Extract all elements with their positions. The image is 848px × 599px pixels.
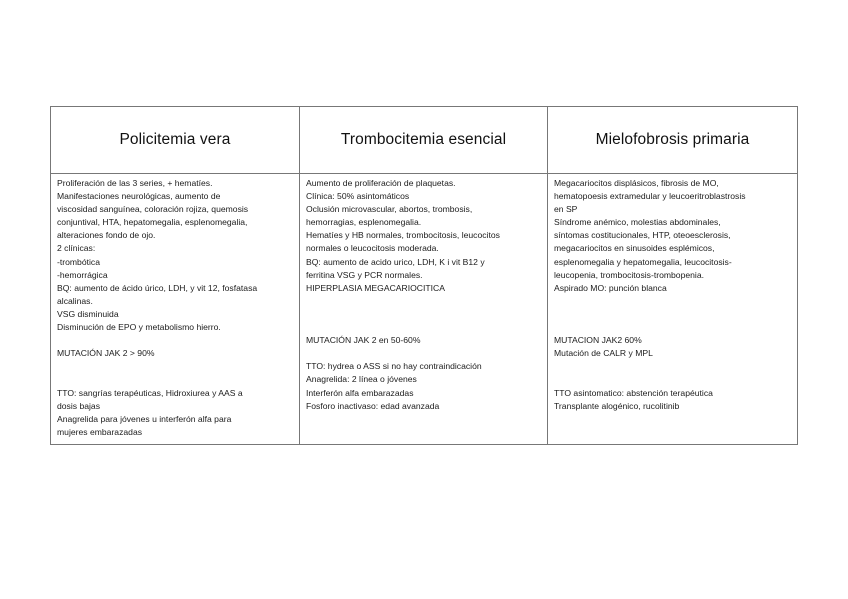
cell-text-line: Disminución de EPO y metabolismo hierro.: [57, 322, 221, 333]
cell-text-line: [57, 360, 293, 373]
cell-text-line: leucopenia, trombocitosis-trombopenia.: [554, 269, 704, 280]
cell-text-line: alteraciones fondo de ojo.: [57, 230, 156, 241]
column-body-mielofibrosis-primaria: [548, 174, 797, 444]
cell-text-line: 2 clínicas:: [57, 243, 96, 254]
cell-text-line: [306, 321, 541, 334]
cell-text-line: Síndrome anémico, molestias abdominales,: [554, 217, 721, 228]
cell-text-line: HIPERPLASIA MEGACARIOCITICA: [306, 282, 445, 293]
cell-text-line: [57, 334, 293, 347]
cell-text-line: en SP: [554, 204, 578, 215]
cell-text-line: Aspirado MO: punción blanca: [554, 282, 667, 293]
cell-text-line: Fosforo inactivaso: edad avanzada: [306, 400, 440, 411]
cell-text-line: TTO: hydrea o ASS si no hay contraindicación: [306, 361, 482, 372]
cell-text-line: [554, 295, 791, 308]
cell-text-line: Transplante alogénico, rucolitinib: [554, 400, 680, 411]
cell-text-line: MUTACIÓN JAK 2 > 90%: [57, 348, 155, 359]
cell-text-line: Clínica: 50% asintomáticos: [306, 191, 410, 202]
cell-text-line: Mutación de CALR y MPL: [554, 348, 653, 359]
cell-text-line: viscosidad sanguínea, coloración rojiza, quemosis: [57, 204, 249, 215]
column-body-trombocitemia-esencial: [300, 174, 548, 444]
cell-text-line: alcalinas.: [57, 295, 93, 306]
cell-text-line: BQ: aumento de acido urico, LDH, K i vit B12 y: [306, 256, 485, 267]
cell-text-line: Aumento de proliferación de plaquetas.: [306, 178, 456, 188]
cell-text-line: Megacariocitos displásicos, fibrosis de MO,: [554, 178, 719, 188]
cell-text-line: TTO asintomatico: abstención terapéutica: [554, 387, 713, 398]
cell-text-line: Anagrelida para jóvenes u interferón alfa para: [57, 413, 232, 424]
cell-text-line: MUTACIÓN JAK 2 en 50-60%: [306, 335, 421, 346]
cell-text-line: ferritina VSG y PCR normales.: [306, 269, 423, 280]
cell-text-line: -trombótica: [57, 256, 100, 267]
cell-text-line: Manifestaciones neurológicas, aumento de: [57, 191, 221, 202]
cell-text-line: -hemorrágica: [57, 269, 108, 280]
cell-text-line: MUTACION JAK2 60%: [554, 335, 642, 346]
cell-text-line: normales o leucocitosis moderada.: [306, 243, 439, 254]
cell-text-line: [306, 295, 541, 308]
cell-text-line: Interferón alfa embarazadas: [306, 387, 414, 398]
cell-text-line: conjuntival, HTA, hepatomegalia, esplenomegalia,: [57, 217, 248, 228]
comparison-table: [50, 106, 798, 445]
cell-text-line: TTO: sangrías terapéuticas, Hidroxiurea y AAS a: [57, 387, 243, 398]
cell-text-line: BQ: aumento de ácido úrico, LDH, y vit 12, fosfatasa: [57, 282, 258, 293]
cell-text-line: dosis bajas: [57, 400, 100, 411]
cell-text-line: síntomas costitucionales, HTP, oteoesclerosis,: [554, 230, 731, 241]
cell-text-line: VSG disminuida: [57, 308, 119, 319]
cell-text-line: Oclusión microvascular, abortos, trombosis,: [306, 204, 473, 215]
cell-text-line: [554, 321, 791, 334]
cell-text-line: megacariocitos en sinusoides esplémicos,: [554, 243, 715, 254]
cell-text-line: mujeres embarazadas: [57, 426, 143, 437]
cell-text-line: hemorragias, esplenomegalia.: [306, 217, 422, 228]
cell-text-line: [306, 347, 541, 360]
cell-text-line: [306, 308, 541, 321]
cell-text-line: [554, 373, 791, 386]
column-header-trombocitemia-esencial: Trombocitemia esencial: [300, 107, 548, 174]
column-header-mielofibrosis-primaria: Mielofobrosis primaria: [548, 107, 797, 174]
column-header-policitemia-vera: Policitemia vera: [51, 107, 300, 174]
cell-text-line: Proliferación de las 3 series, + hematíes.: [57, 178, 213, 188]
cell-text-line: [57, 373, 293, 386]
cell-text-line: esplenomegalia y hepatomegalia, leucocitosis-: [554, 256, 732, 267]
column-body-policitemia-vera: [51, 174, 300, 444]
cell-text-line: Hematíes y HB normales, trombocitosis, leucocitos: [306, 230, 500, 241]
cell-text-line: Anagrelida: 2 línea o jóvenes: [306, 374, 417, 385]
cell-text-line: [554, 308, 791, 321]
cell-text-line: hematopoesis extramedular y leucoeritroblastrosis: [554, 191, 746, 202]
cell-text-line: [554, 360, 791, 373]
